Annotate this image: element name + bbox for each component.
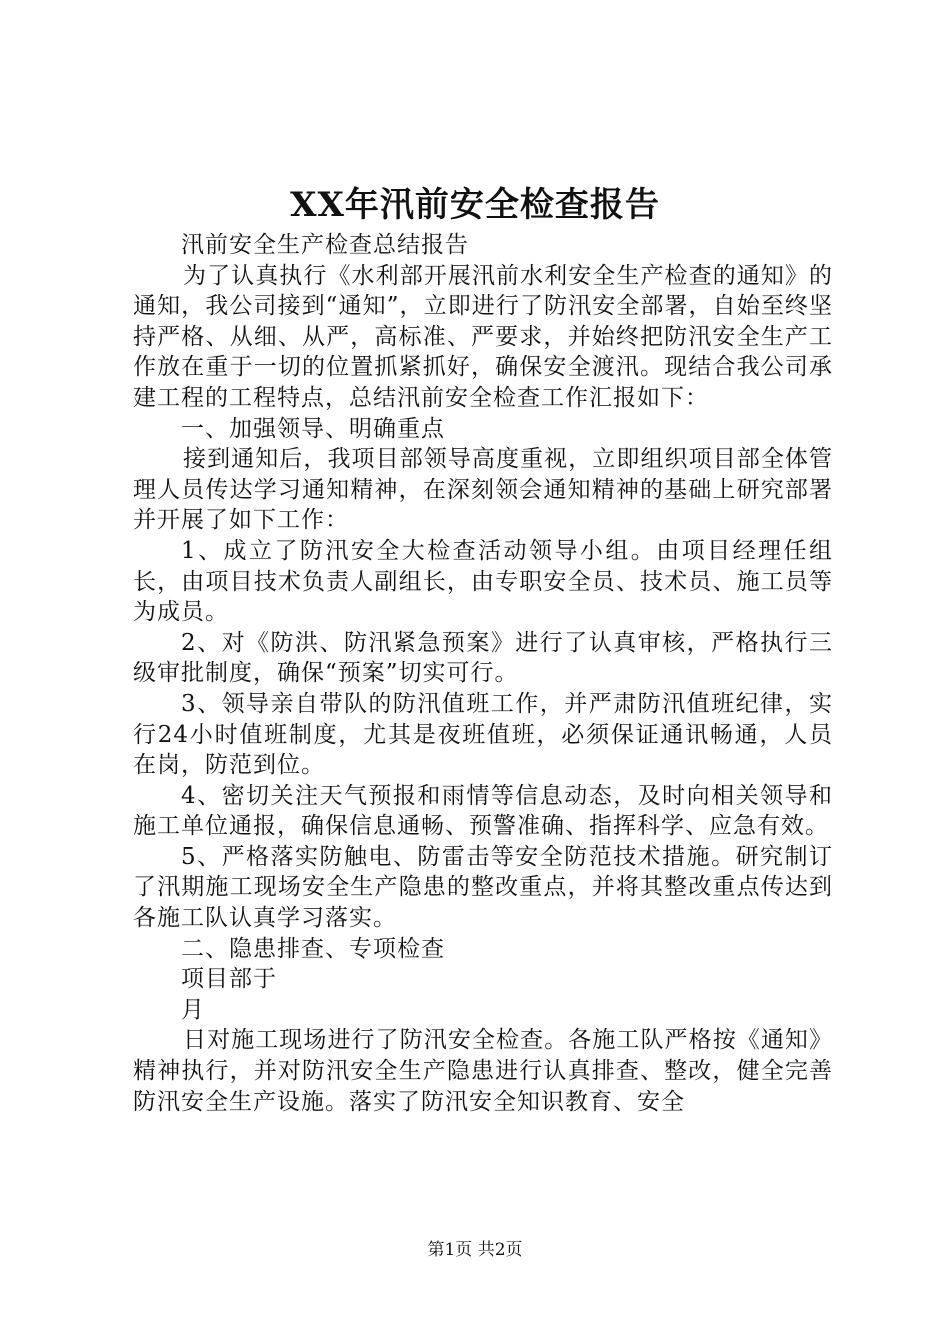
section-heading-1: 一、加强领导、明确重点 bbox=[181, 415, 445, 442]
list-item-2: 2、对《防洪、防汛紧急预案》进行了认真审核，严格执行三级审批制度，确保“预案”切实可行。 bbox=[133, 629, 833, 687]
list-item-1: 1、成立了防汛安全大检查活动领导小组。由项目经理任组长，由项目技术负责人副组长，由专职安全员、技术员、施工员等为成员。 bbox=[133, 537, 833, 626]
list-item-5: 5、严格落实防触电、防雷击等安全防范技术措施。研究制订了汛期施工现场安全生产隐患的整改重点，并将其整改重点传达到各施工队认真学习落实。 bbox=[133, 843, 833, 932]
list-item-3: 3、领导亲自带队的防汛值班工作，并严肃防汛值班纪律，实行24小时值班制度，尤其是夜班值班，必须保证通讯畅通，人员在岗，防范到位。 bbox=[133, 690, 833, 779]
paragraph-fragment-1: 项目部于 bbox=[181, 966, 277, 993]
paragraph-section-2: 日对施工现场进行了防汛安全检查。各施工队严格按《通知》精神执行，并对防汛安全生产隐患进行认真排查、整改，健全完善防汛安全生产设施。落实了防汛安全知识教育、安全 bbox=[133, 1027, 833, 1115]
paragraph-intro: 为了认真执行《水利部开展汛前水利安全生产检查的通知》的通知，我公司接到“通知”，立即进行了防汛安全部署，自始至终坚持严格、从细、从严，高标准、严要求，并始终把防汛安全生产工作放在重于一切的位置抓紧抓好，确保安全渡汛。现结合我公司承建工程的工程特点，总结汛前安全检查工作汇报如下： bbox=[133, 262, 833, 411]
paragraph-section-1: 接到通知后，我项目部领导高度重视，立即组织项目部全体管理人员传达学习通知精神，在深刻领会通知精神的基础上研究部署并开展了如下工作： bbox=[133, 446, 833, 534]
list-item-4: 4、密切关注天气预报和雨情等信息动态，及时向相关领导和施工单位通报，确保信息通畅、预警准确、指挥科学、应急有效。 bbox=[133, 782, 833, 840]
section-heading-2: 二、隐患排查、专项检查 bbox=[181, 935, 445, 962]
page-footer: 第1页 共2页 bbox=[427, 1240, 523, 1260]
document-title: XX年汛前安全检查报告 bbox=[290, 185, 660, 225]
document-body bbox=[133, 230, 833, 1117]
subtitle: 汛前安全生产检查总结报告 bbox=[181, 232, 469, 258]
paragraph-fragment-2: 月 bbox=[181, 996, 205, 1023]
